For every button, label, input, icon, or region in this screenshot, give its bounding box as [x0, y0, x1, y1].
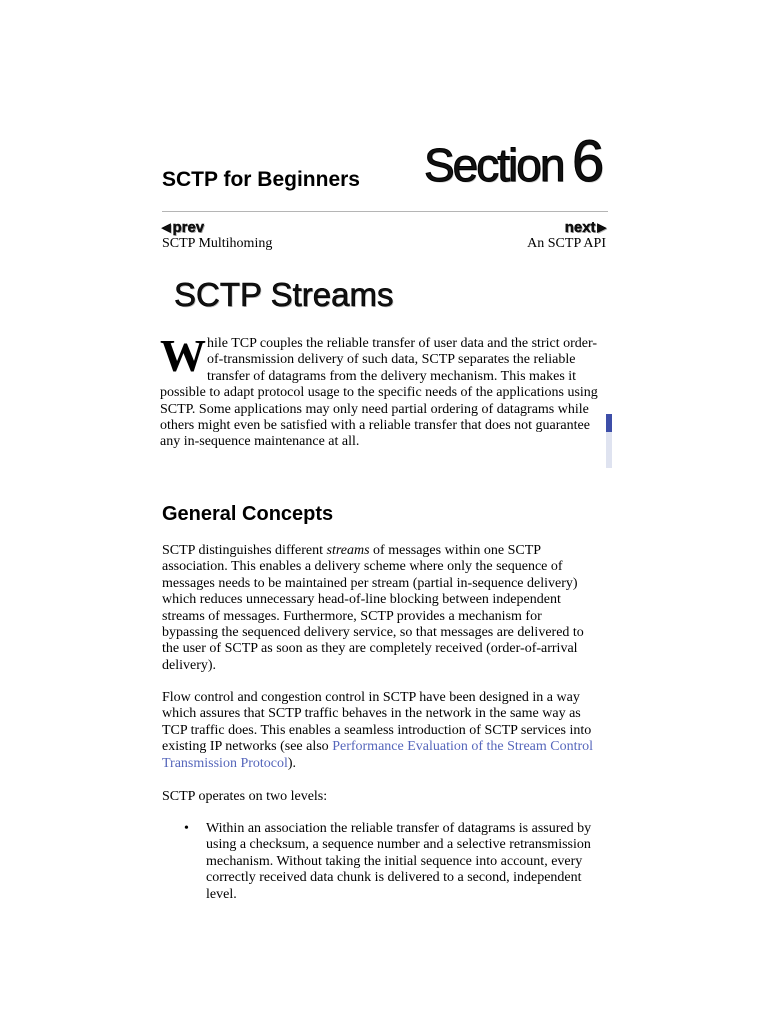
- page-title: SCTP Streams: [174, 276, 394, 313]
- drop-cap: W: [160, 330, 206, 381]
- p2-text-a: Flow control and congestion control in SCTP have been designed in a way which assures that SCTP traffic behaves in the network in the same way as TCP traffic does. This enables a seamless introduction of SCTP services into existing IP networks (see also: [162, 690, 592, 755]
- paragraph-levels: SCTP operates on two levels:: [162, 789, 328, 804]
- levels-list: [162, 821, 608, 903]
- p1-emphasis: streams: [326, 543, 370, 558]
- section-word: Section: [424, 139, 564, 191]
- page-header-title: SCTP for Beginners: [162, 168, 360, 191]
- triangle-left-icon: ◀: [162, 222, 171, 234]
- performance-evaluation-link[interactable]: Performance Evaluation of the Stream Control Transmission Protocol: [162, 739, 594, 771]
- paragraph-streams: [162, 543, 598, 674]
- next-topic: An SCTP API: [527, 236, 606, 251]
- section-number: 6: [572, 129, 605, 194]
- intro-text: hile TCP couples the reliable transfer of user data and the strict order-of-transmission delivery of such data, SCTP separates the reliable transfer of datagrams from the delivery mechanism. This makes it possible to adapt protocol usage to the specific needs of the applications using SCTP. Some applications may only need partial ordering of datagrams while others might even be satisfied with a reliable transfer that does not guarantee any in-sequence maintenance at all.: [160, 336, 598, 450]
- header-rule: [162, 211, 608, 212]
- triangle-right-icon: ▶: [597, 222, 606, 234]
- next-label: next: [564, 219, 596, 236]
- next-link[interactable]: [565, 219, 606, 236]
- prev-link[interactable]: [162, 219, 204, 236]
- paragraph-flow-control: [162, 690, 598, 772]
- intro-paragraph: [160, 330, 600, 451]
- prev-label: prev: [172, 219, 205, 236]
- list-item-text: Within an association the reliable transfer of datagrams is assured by using a checksum, a sequence number and a selective retransmission mechanism. Without taking the initial sequence into account, every correctly received data chunk is delivered to a second, independent level.: [206, 821, 592, 902]
- list-item: [162, 821, 608, 903]
- p1-text-a: SCTP distinguishes different: [162, 543, 327, 558]
- scroll-marker[interactable]: [606, 414, 612, 468]
- prev-topic: SCTP Multihoming: [162, 236, 273, 251]
- p2-text-b: ).: [287, 755, 297, 771]
- bullet-icon: •: [184, 821, 189, 836]
- p1-text-b: of messages within one SCTP association. This enables a delivery scheme where only the sequence of messages needs to be maintained per stream (partial in-sequence delivery) which reduces unnecessary head-of-line blocking between independent streams of messages. Furthermore, SCTP provides a mechanism for bypassing the sequenced delivery service, so that messages are delivered to the user of SCTP as soon as they are completely received (order-of-arrival delivery).: [162, 543, 584, 673]
- section-heading: General Concepts: [162, 503, 334, 525]
